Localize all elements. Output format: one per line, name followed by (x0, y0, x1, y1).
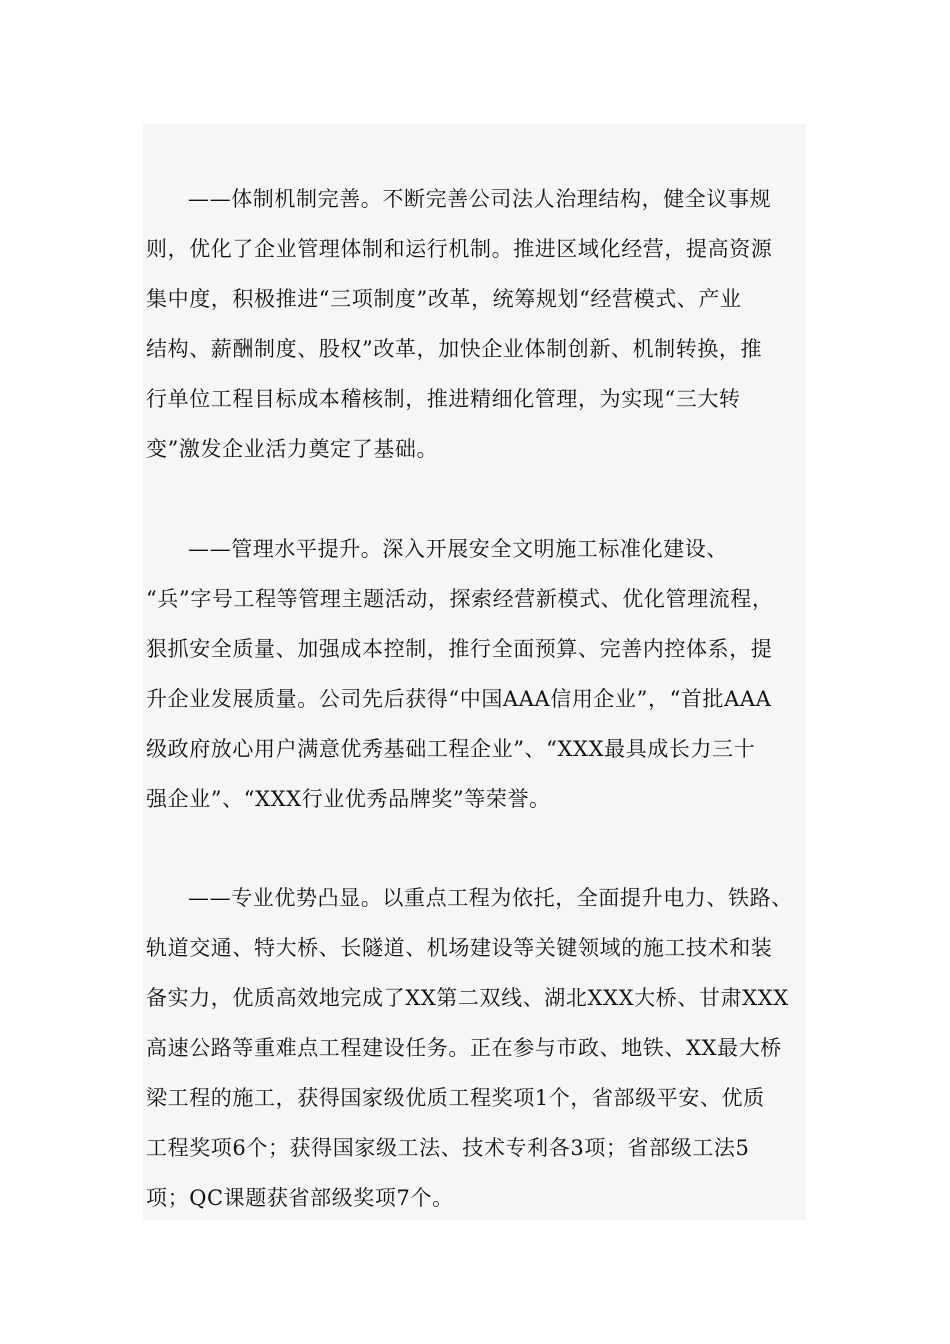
text-line: 轨道交通、特大桥、长隧道、机场建设等关键领域的施工技术和装 (146, 936, 773, 960)
text-line: 备实力，优质高效地完成了XX第二双线、湖北XXX大桥、甘肃XXX (146, 986, 789, 1010)
text-line: 集中度，积极推进“三项制度”改革，统筹规划“经营模式、产业 (146, 287, 742, 311)
text-line: 升企业发展质量。公司先后获得“中国AAA信用企业”，“首批AAA (146, 687, 772, 711)
text-line: 狠抓安全质量、加强成本控制，推行全面预算、完善内控体系，提 (146, 637, 773, 661)
text-line: “兵”字号工程等管理主题活动，探索经营新模式、优化管理流程， (146, 587, 774, 611)
paragraph-institutional-mechanism (146, 174, 806, 474)
text-line: 高速公路等重难点工程建设任务。正在参与市政、地铁、XX最大桥 (146, 1036, 782, 1060)
paragraph-professional-advantage (146, 873, 806, 1223)
text-line: 工程奖项6个；获得国家级工法、技术专利各3项；省部级工法5 (146, 1136, 750, 1160)
text-line: ——专业优势凸显。以重点工程为依托，全面提升电力、铁路、 (188, 886, 793, 910)
text-line: 项；QC课题获省部级奖项7个。 (146, 1186, 454, 1210)
text-line: 级政府放心用户满意优秀基础工程企业”、“XXX最具成长力三十 (146, 737, 756, 761)
text-line: 则，优化了企业管理体制和运行机制。推进区域化经营，提高资源 (146, 237, 773, 261)
text-line: 行单位工程目标成本稽核制，推进精细化管理，为实现“三大转 (146, 387, 741, 411)
text-line: 变”激发企业活力奠定了基础。 (146, 437, 439, 461)
text-line: ——体制机制完善。不断完善公司法人治理结构，健全议事规 (188, 187, 772, 211)
paragraph-management-level (146, 524, 806, 824)
text-line: 结构、薪酬制度、股权”改革，加快企业体制创新、机制转换，推 (146, 337, 763, 361)
text-line: ——管理水平提升。深入开展安全文明施工标准化建设、 (188, 537, 728, 561)
text-line: 梁工程的施工，获得国家级优质工程奖项1个，省部级平安、优质 (146, 1086, 765, 1110)
text-line: 强企业”、“XXX行业优秀品牌奖”等荣誉。 (146, 787, 551, 811)
